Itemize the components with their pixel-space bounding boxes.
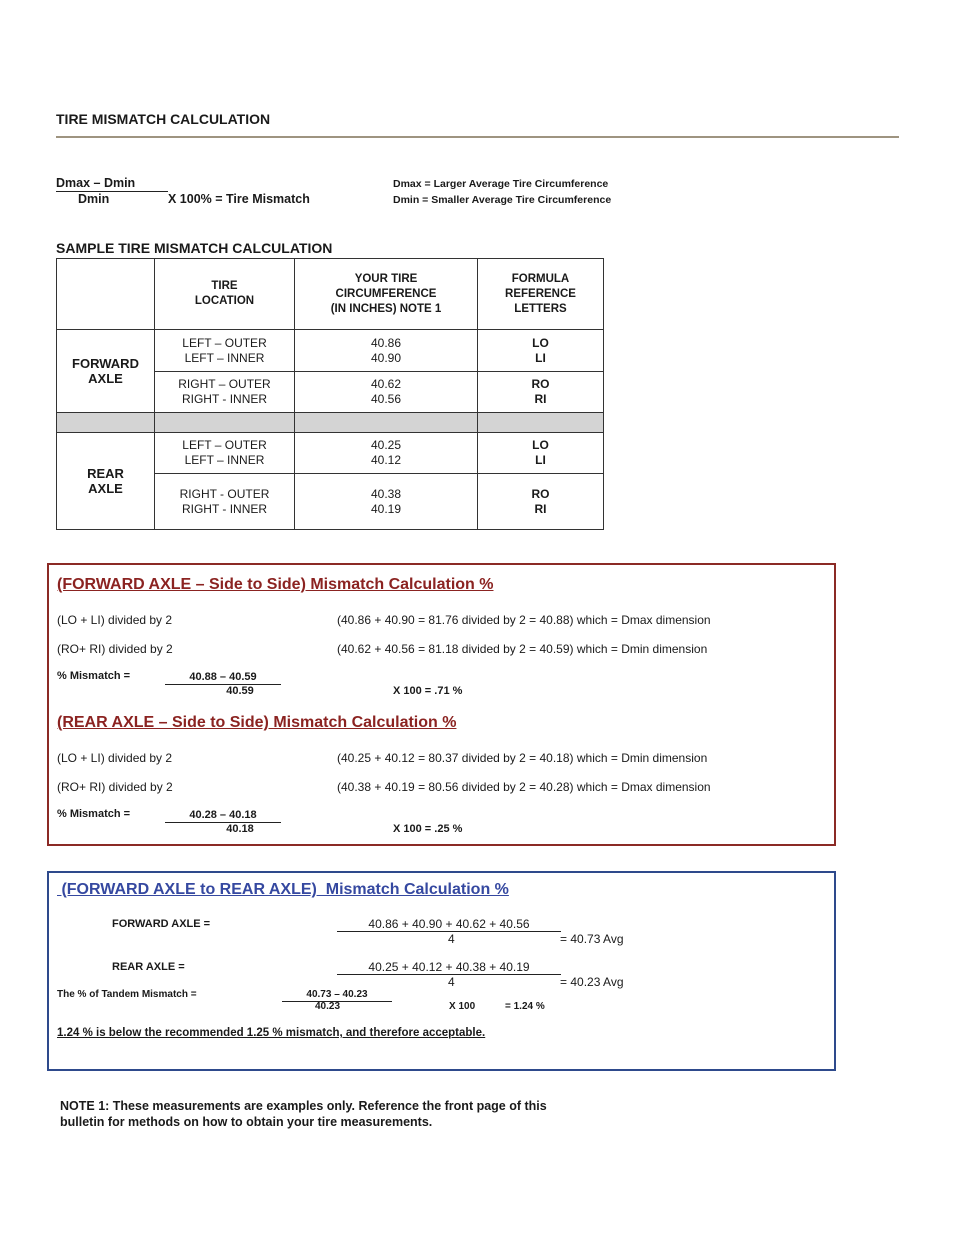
forward-axle-label bbox=[57, 330, 155, 413]
forward-line2-label: (RO+ RI) divided by 2 bbox=[57, 642, 173, 656]
circumference-value: 40.56 bbox=[370, 392, 402, 406]
footnote-line: bulletin for methods on how to obtain your tire measurements. bbox=[60, 1115, 433, 1129]
header-location-line: TIRE bbox=[211, 280, 238, 292]
forward-line2-value: (40.62 + 40.56 = 81.18 divided by 2 = 40.59) which = Dmin dimension bbox=[337, 642, 708, 656]
formula-multiplier: X 100% = Tire Mismatch bbox=[168, 192, 310, 206]
circumference-cell bbox=[295, 433, 478, 474]
circumference-cell bbox=[295, 330, 478, 372]
location-cell bbox=[155, 372, 295, 413]
header-location bbox=[155, 259, 295, 330]
tandem-fraction-denominator: 40.23 bbox=[315, 1001, 341, 1012]
circumference-value: 40.62 bbox=[370, 377, 402, 391]
location-text: RIGHT - INNER bbox=[181, 392, 268, 406]
forward-result: X 100 = .71 % bbox=[393, 685, 463, 697]
tandem-rear-denominator: 4 bbox=[448, 975, 455, 989]
tandem-calc-heading: (FORWARD AXLE to REAR AXLE) Mismatch Calculation % bbox=[57, 881, 509, 898]
table-row bbox=[57, 330, 604, 372]
location-text: LEFT – INNER bbox=[184, 453, 265, 467]
rear-mismatch-label: % Mismatch = bbox=[57, 808, 131, 820]
circumference-value: 40.19 bbox=[370, 501, 402, 516]
header-circ-line: YOUR TIRE bbox=[354, 272, 418, 285]
rear-line2-value: (40.38 + 40.19 = 80.56 divided by 2 = 40.28) which = Dmax dimension bbox=[337, 780, 711, 794]
axle-label-line: AXLE bbox=[88, 371, 123, 386]
axle-label-line: FORWARD bbox=[72, 356, 139, 371]
location-cell bbox=[155, 474, 295, 530]
rear-calc-heading: (REAR AXLE – Side to Side) Mismatch Calculation % bbox=[57, 714, 457, 731]
forward-line1-label: (LO + LI) divided by 2 bbox=[57, 613, 173, 627]
separator-cell bbox=[57, 413, 155, 433]
rear-axle-label bbox=[57, 433, 155, 530]
definition-dmax: Dmax = Larger Average Tire Circumference bbox=[393, 178, 609, 190]
reference-letter: LI bbox=[535, 453, 546, 467]
sample-title: SAMPLE TIRE MISMATCH CALCULATION bbox=[56, 240, 333, 256]
footnote-line: NOTE 1: These measurements are examples only. Reference the front page of this bbox=[60, 1099, 547, 1113]
forward-fraction-denominator: 40.59 bbox=[226, 685, 254, 697]
circumference-cell bbox=[295, 372, 478, 413]
tandem-conclusion: 1.24 % is below the recommended 1.25 % mismatch, and therefore acceptable. bbox=[57, 1027, 486, 1039]
reference-letter: RI bbox=[534, 392, 547, 406]
tandem-multiplier: X 100 bbox=[449, 1001, 476, 1012]
tandem-mismatch-label: The % of Tandem Mismatch = bbox=[57, 989, 197, 1000]
reference-letter: LI bbox=[535, 350, 546, 365]
formula-denominator: Dmin bbox=[78, 192, 110, 206]
rear-fraction-numerator: 40.28 – 40.18 bbox=[165, 808, 281, 823]
header-circumference bbox=[295, 259, 478, 330]
side-to-side-box bbox=[47, 563, 836, 846]
location-text: LEFT – OUTER bbox=[182, 438, 267, 452]
forward-line1-value: (40.86 + 40.90 = 81.76 divided by 2 = 40.88) which = Dmax dimension bbox=[337, 613, 711, 627]
location-text: RIGHT – OUTER bbox=[178, 377, 271, 391]
tandem-forward-average: = 40.73 Avg bbox=[560, 932, 624, 946]
tandem-forward-denominator: 4 bbox=[448, 932, 455, 946]
footnote bbox=[60, 1098, 660, 1130]
header-ref-line: FORMULA bbox=[511, 272, 570, 285]
location-cell bbox=[155, 433, 295, 474]
tandem-fraction-numerator: 40.73 – 40.23 bbox=[282, 989, 392, 1002]
tandem-result: = 1.24 % bbox=[505, 1001, 545, 1012]
header-location-line: LOCATION bbox=[194, 295, 255, 307]
circumference-value: 40.25 bbox=[370, 438, 402, 452]
header-ref-line: REFERENCE bbox=[505, 287, 576, 300]
tandem-forward-numerator: 40.86 + 40.90 + 40.62 + 40.56 bbox=[337, 917, 561, 932]
reference-cell bbox=[478, 330, 604, 372]
location-text: LEFT – OUTER bbox=[182, 335, 267, 350]
tandem-rear-average: = 40.23 Avg bbox=[560, 975, 624, 989]
reference-cell bbox=[478, 372, 604, 413]
header-blank bbox=[57, 259, 155, 330]
reference-letter: RO bbox=[531, 486, 550, 501]
tandem-rear-label: REAR AXLE = bbox=[112, 961, 185, 973]
rear-line1-value: (40.25 + 40.12 = 80.37 divided by 2 = 40.18) which = Dmin dimension bbox=[337, 751, 708, 765]
header-ref-line: LETTERS bbox=[514, 302, 567, 315]
title-divider bbox=[56, 136, 899, 138]
reference-cell bbox=[478, 474, 604, 530]
location-text: RIGHT - INNER bbox=[181, 501, 268, 516]
reference-letter: RI bbox=[534, 501, 547, 516]
axle-label-line: AXLE bbox=[88, 481, 123, 496]
reference-letter: RO bbox=[531, 377, 550, 391]
tandem-forward-label: FORWARD AXLE = bbox=[112, 918, 211, 930]
location-text: LEFT – INNER bbox=[184, 350, 265, 365]
tire-table bbox=[56, 258, 604, 530]
circumference-value: 40.86 bbox=[370, 335, 402, 350]
reference-letter: LO bbox=[532, 438, 549, 452]
header-reference bbox=[478, 259, 604, 330]
table-header-row bbox=[57, 259, 604, 330]
rear-result: X 100 = .25 % bbox=[393, 823, 463, 835]
circumference-value: 40.12 bbox=[370, 453, 402, 467]
circumference-value: 40.90 bbox=[370, 350, 402, 365]
circumference-value: 40.38 bbox=[370, 486, 402, 501]
page-title: TIRE MISMATCH CALCULATION bbox=[56, 111, 271, 127]
rear-line1-label: (LO + LI) divided by 2 bbox=[57, 751, 173, 765]
rear-fraction-denominator: 40.18 bbox=[226, 823, 254, 835]
forward-fraction-numerator: 40.88 – 40.59 bbox=[165, 670, 281, 685]
axle-label-line: REAR bbox=[87, 466, 124, 481]
header-circ-line: CIRCUMFERENCE bbox=[335, 287, 437, 300]
formula-numerator: Dmax – Dmin bbox=[56, 176, 168, 192]
reference-letter: LO bbox=[532, 335, 549, 350]
location-text: RIGHT - OUTER bbox=[179, 486, 270, 501]
table-separator-row bbox=[57, 413, 604, 433]
table-row bbox=[57, 433, 604, 474]
location-cell bbox=[155, 330, 295, 372]
reference-cell bbox=[478, 433, 604, 474]
forward-calc-heading: (FORWARD AXLE – Side to Side) Mismatch Calculation % bbox=[57, 576, 494, 593]
separator-cell bbox=[478, 413, 604, 433]
forward-mismatch-label: % Mismatch = bbox=[57, 670, 131, 682]
tandem-rear-numerator: 40.25 + 40.12 + 40.38 + 40.19 bbox=[337, 960, 561, 975]
separator-cell bbox=[155, 413, 295, 433]
header-circ-line: (IN INCHES) NOTE 1 bbox=[330, 302, 442, 315]
rear-line2-label: (RO+ RI) divided by 2 bbox=[57, 780, 173, 794]
circumference-cell bbox=[295, 474, 478, 530]
separator-cell bbox=[295, 413, 478, 433]
definition-dmin: Dmin = Smaller Average Tire Circumference bbox=[393, 194, 612, 206]
